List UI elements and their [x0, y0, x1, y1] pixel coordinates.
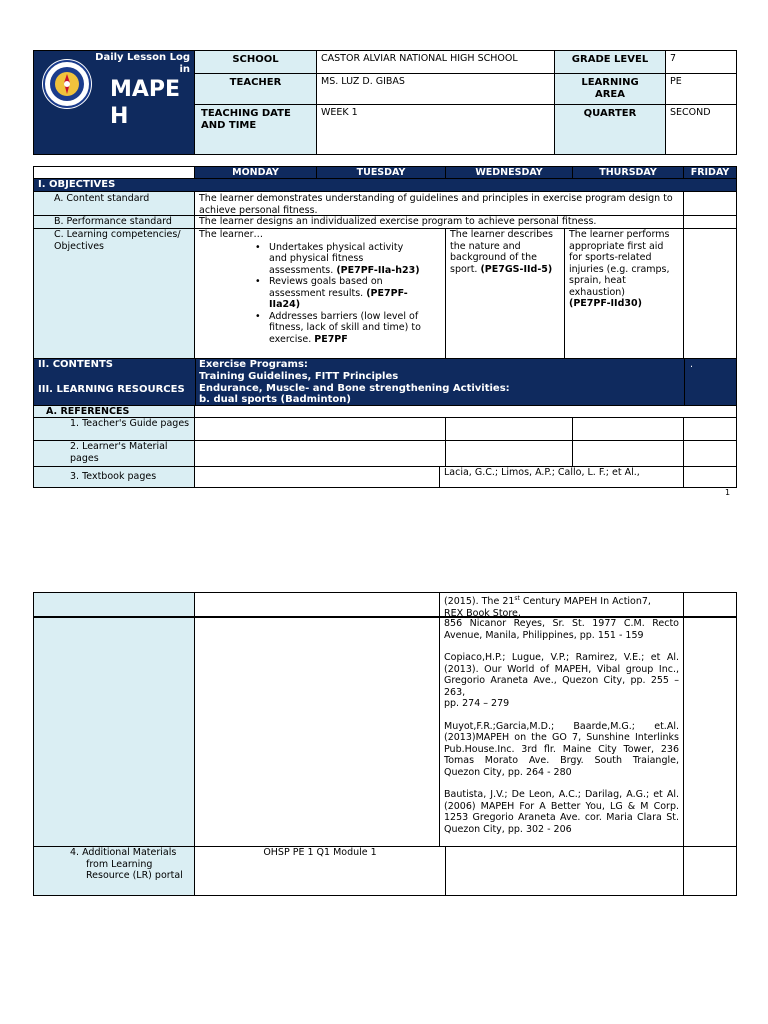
day-header-tuesday: TUESDAY — [316, 166, 446, 179]
day-header-thursday: THURSDAY — [572, 166, 684, 179]
teachers-guide-fri — [683, 417, 737, 441]
p2-row2-mon — [194, 616, 440, 847]
grade-label: GRADE LEVEL — [554, 50, 666, 74]
deped-seal-icon — [42, 59, 92, 109]
teachers-guide-wed — [445, 417, 573, 441]
content-standard-friday — [683, 191, 737, 216]
contents-block — [33, 358, 737, 406]
school-value: CASTOR ALVIAR NATIONAL HIGH SCHOOL — [316, 50, 555, 74]
competencies-friday — [683, 228, 737, 359]
page-number: 1 — [725, 488, 731, 497]
p2-row1-label — [33, 592, 195, 617]
additional-materials-value: OHSP PE 1 Q1 Module 1 — [194, 846, 446, 896]
performance-standard-text: The learner designs an individualized exercise program to achieve personal fitness. — [194, 215, 684, 229]
quarter-value: SECOND — [665, 104, 737, 155]
header-brand-cell — [33, 50, 195, 155]
learning-resources-heading: III. LEARNING RESOURCES — [38, 384, 185, 395]
learners-material-label: 2. Learner's Material pages — [33, 440, 195, 467]
area-value: PE — [665, 73, 737, 105]
competencies-wednesday: The learner describes the nature and background of the sport. (PE7GS-IId-5) — [445, 228, 565, 359]
competencies-intro: The learner… — [199, 229, 264, 240]
competency-item: • Addresses barriers (low level of fitness, lack of skill and time) to exercise. PE7PF — [269, 311, 423, 346]
p2-row1-text — [439, 592, 684, 617]
additional-materials-fri — [683, 846, 737, 896]
p2-citation-line-1: (2015). The 21st Century MAPEH In Action7, — [444, 595, 651, 608]
references-heading: A. REFERENCES — [33, 405, 195, 418]
grade-value: 7 — [665, 50, 737, 74]
competency-item: • Reviews goals based on assessment results. (PE7PF-IIa24) — [269, 276, 423, 311]
school-label: SCHOOL — [194, 50, 317, 74]
area-label: LEARNING AREA — [554, 73, 666, 105]
reference-entry: Muyot,F.R.;Garcia,M.D.; Baarde,M.G.; et.Al. (2013)MAPEH on the GO 7, Sunshine Interlinks Pub.House.Inc. 3rd flr. Maine City Tower, 236 Tomas Morato Ave. Brgy. South Traiangle, Quezon City, pp. 264 - 280 — [444, 720, 679, 778]
learners-material-fri — [683, 440, 737, 467]
contents-line-3: Endurance, Muscle- and Bone strengthening Activities: — [199, 382, 510, 394]
day-header-friday: FRIDAY — [683, 166, 737, 179]
p2-row1-mon — [194, 592, 440, 617]
contents-line-1: Exercise Programs: — [199, 359, 308, 370]
textbook-fri — [683, 466, 737, 488]
performance-standard-friday — [683, 215, 737, 229]
teachers-guide-label: 1. Teacher's Guide pages — [33, 417, 195, 441]
additional-materials-label: 4. Additional Materials from Learning Resource (LR) portal — [33, 846, 195, 896]
competencies-thursday: The learner performs appropriate first aid for sports-related injuries (e.g. cramps, sprain, heat exhaustion) (PE7PF-IId30) — [564, 228, 684, 359]
contents-text — [199, 359, 679, 406]
p2-row2-text — [439, 616, 684, 847]
contents-line-4: b. dual sports (Badminton) — [199, 394, 351, 406]
p2-row2-label — [33, 616, 195, 847]
learners-material-wed — [445, 440, 573, 467]
competencies-label: C. Learning competencies/ Objectives — [33, 228, 195, 359]
textbook-mon — [194, 466, 440, 488]
reference-entry: Copiaco,H.P.; Lugue, V.P.; Ramirez, V.E.; et Al. (2013). Our World of MAPEH, Vibal group Inc., Gregorio Araneta Ave., Quezon City, pp. 255 – 263, pp. 274 – 279 — [444, 652, 679, 709]
textbook-text: Lacia, G.C.; Limos, A.P.; Callo, L. F.; et Al., — [439, 466, 684, 488]
subject-title: MAPEH — [110, 77, 181, 129]
reference-entry: Bautista, J.V.; De Leon, A.C.; Darilag, A.G.; et Al. (2006) MAPEH For A Better You, LG & M Corp. 1253 Gregorio Araneta Ave. cor. Maria Clara St. Quezon City, pp. 302 - 206 — [444, 789, 679, 835]
contents-divider-friday — [684, 359, 685, 405]
teacher-label: TEACHER — [194, 73, 317, 105]
contents-heading: II. CONTENTS — [38, 359, 113, 370]
performance-standard-label: B. Performance standard — [33, 215, 195, 229]
textbook-label: 3. Textbook pages — [33, 466, 195, 488]
competency-item: • Undertakes physical activity and physical fitness assessments. (PE7PF-IIa-h23) — [269, 242, 423, 277]
contents-friday-mark: . — [690, 359, 694, 370]
day-header-wednesday: WEDNESDAY — [445, 166, 573, 179]
p2-citation-line-2: REX Book Store, — [444, 607, 521, 617]
contents-divider — [195, 359, 196, 405]
teachers-guide-thu — [572, 417, 684, 441]
objectives-heading — [33, 178, 737, 192]
additional-materials-wed — [445, 846, 684, 896]
content-standard-label: A. Content standard — [33, 191, 195, 216]
competencies-monday — [194, 228, 446, 359]
objectives-heading-text: I. OBJECTIVES — [38, 179, 116, 190]
reference-entry: 856 Nicanor Reyes, Sr. St. 1977 C.M. Recto Avenue, Manila, Philippines, pp. 151 - 159 — [444, 618, 679, 641]
teachers-guide-mon — [194, 417, 446, 441]
doc-title: Daily Lesson Log in — [95, 52, 190, 75]
date-label: TEACHING DATE AND TIME — [194, 104, 317, 155]
quarter-label: QUARTER — [554, 104, 666, 155]
learners-material-thu — [572, 440, 684, 467]
p2-row1-fri — [683, 592, 737, 617]
teacher-value: MS. LUZ D. GIBAS — [316, 73, 555, 105]
content-standard-text: The learner demonstrates understanding of guidelines and principles in exercise program design to achieve personal fitness. — [194, 191, 684, 216]
learners-material-mon — [194, 440, 446, 467]
contents-line-2: Training Guidelines, FITT Principles — [199, 370, 399, 382]
date-value: WEEK 1 — [316, 104, 555, 155]
p2-row2-fri — [683, 616, 737, 847]
day-header-monday: MONDAY — [194, 166, 317, 179]
